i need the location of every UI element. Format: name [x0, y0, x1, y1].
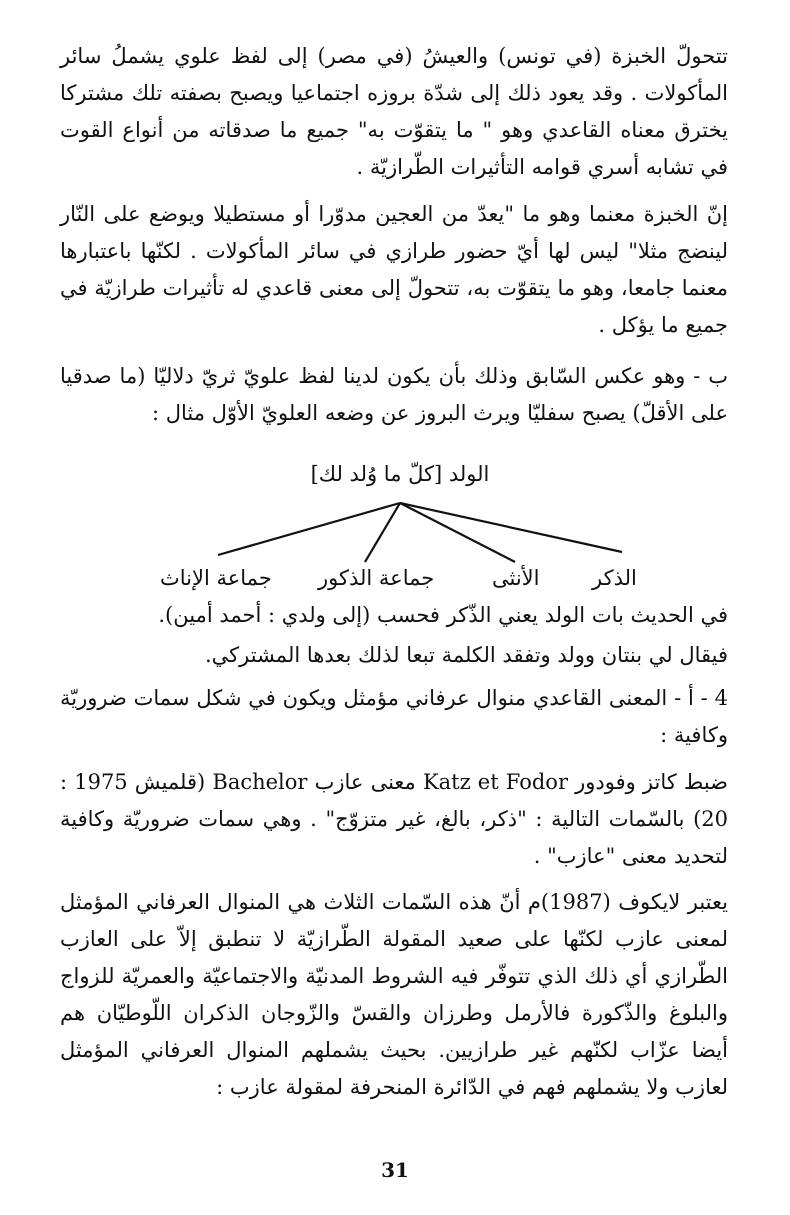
paragraph-katz-fodor: ضبط كاتز وفودور Katz et Fodor معنى عازب Bachelor (قلميش 1975 : 20) بالسّمات التالية : "ذكر، بالغ، غير متزوّج" . وهي سمات ضروريّة وكافية لتحديد معنى "عازب" . — [60, 770, 728, 868]
tree-branch-male — [400, 503, 622, 552]
paragraph-khubza-meaning: إنّ الخبزة معنما وهو ما "يعدّ من العجين مدوّرا أو مستطيلا ويوضع على النّار لينضج مثلا" ليس لها أيّ حضور طرازي في سائر المأكولات . لكنّها باعتبارها معنما جامعا، وهو ما يتقوّت به، تتحولّ إلى معنى قاعدي له تأثيرات طرازيّة في جميع ما يؤكل . — [60, 202, 728, 337]
tree-branch-female — [400, 503, 515, 562]
tree-leaf-males-group: جماعة الذكور — [318, 566, 435, 590]
section-4-heading: 4 - أ - المعنى القاعدي منوال عرفاني مؤمثل ويكون في شكل سمات ضروريّة وكافية : — [60, 686, 728, 747]
paragraph-lakoff: يعتبر لايكوف (1987)م أنّ هذه السّمات الثلاث هي المنوال العرفاني المؤمثل لمعنى عازب لكنّها على صعيد المقولة الطّرازيّة لا تنطبق إلاّ على العازب الطّرازي أي ذلك الذي تتوفّر فيه الشروط المدنيّة والاجتماعيّة والعمريّة للزواج والبلوغ والذّكورة فالأرمل وطرزان والقسّ والزّوجان الذكران اللّوطيّان هم أيضا عزّاب لكنّهم غير طرازيين. بحيث يشملهم المنوال العرفاني المؤمثل لعازب ولا يشملهم فهم في الدّائرة المنحرفة لمقولة عازب : — [60, 890, 728, 1099]
page-number: 31 — [381, 1158, 409, 1182]
tree-leaf-male: الذكر — [592, 566, 637, 590]
tree-root-label: الولد [كلّ ما وُلد لك] — [310, 462, 490, 486]
paragraph-khubza-intro: تتحولّ الخبزة (في تونس) والعيشُ (في مصر) إلى لفظ علوي يشملُ سائر المأكولات . وقد يعود ذلك إلى شدّة بروزه اجتماعيا ويصبح بصفته تلك مشتركا يخترق معناه القاعدي وهو " ما يتقوّت به" جميع ما صدقاته من أنواع القوت في تشابه أسري قوامه التأثيرات الطّرازيّة . — [60, 44, 728, 179]
line-loss-of-common: فيقال لي بنتان وولد وتفقد الكلمة تبعا لذلك بعدها المشتركي. — [204, 643, 728, 667]
line-hadith-meaning: في الحديث بات الولد يعني الذّكر فحسب (إلى ولدي : أحمد أمين). — [158, 603, 728, 627]
paragraph-example-b: ب - وهو عكس السّابق وذلك بأن يكون لدينا لفظ علويّ ثريّ دلاليّا (ما صدقيا على الأقلّ) يصبح سفليّا ويرث البروز عن وضعه العلويّ الأوّل مثال : — [60, 364, 728, 425]
tree-leaf-female: الأنثى — [492, 566, 540, 590]
tree-leaf-females-group: جماعة الإناث — [160, 566, 272, 590]
